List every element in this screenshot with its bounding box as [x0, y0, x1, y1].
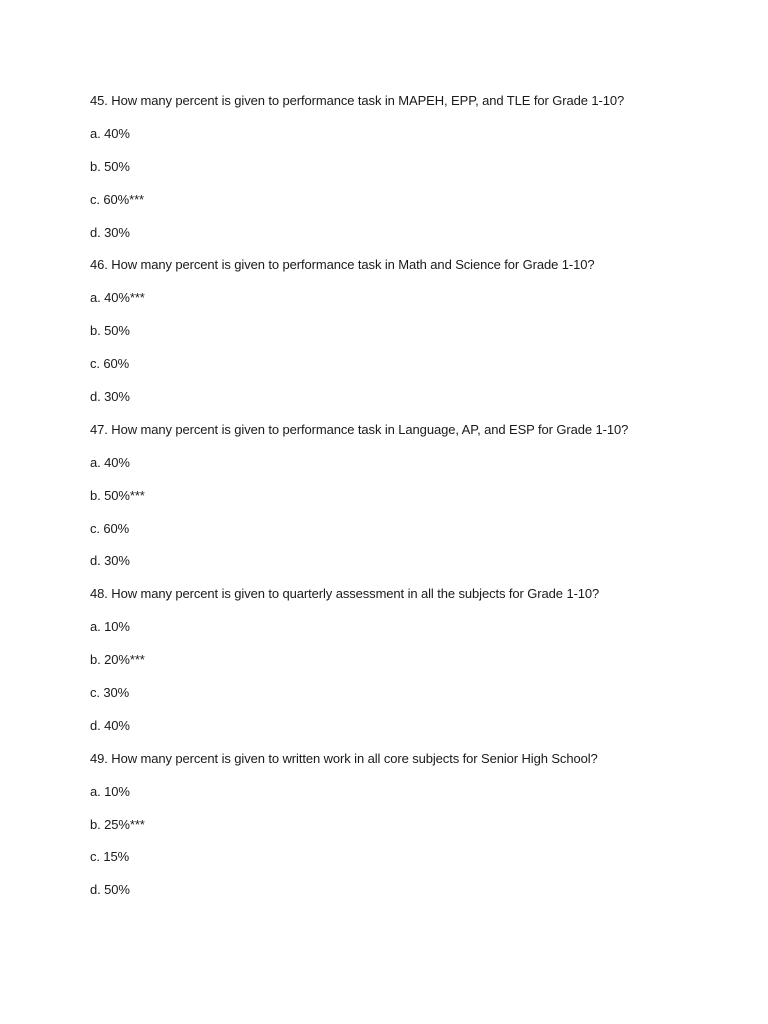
answer-option: c. 60%***	[90, 191, 145, 207]
answer-option: d. 50%	[90, 882, 130, 898]
answer-option: d. 30%	[90, 553, 130, 569]
answer-option: c. 60%	[90, 520, 130, 536]
question-block	[90, 585, 710, 735]
question-text: 46. How many percent is given to performance task in Math and Science for Grade 1-10?	[90, 257, 595, 273]
answer-option: c. 60%	[90, 356, 130, 372]
question-block	[90, 421, 710, 571]
answer-option: a. 40%***	[90, 290, 145, 306]
question-text: 47. How many percent is given to performance task in Language, AP, and ESP for Grade 1-10?	[90, 421, 629, 437]
answer-option: d. 30%	[90, 389, 130, 405]
answer-option: a. 10%	[90, 783, 130, 799]
question-block	[90, 750, 710, 900]
question-block	[90, 256, 710, 406]
question-text: 49. How many percent is given to written work in all core subjects for Senior High School?	[90, 750, 598, 766]
answer-option: b. 50%***	[90, 487, 145, 503]
answer-option: a. 40%	[90, 454, 130, 470]
answer-option: a. 40%	[90, 125, 130, 141]
document-page	[90, 92, 710, 914]
question-text: 45. How many percent is given to performance task in MAPEH, EPP, and TLE for Grade 1-10?	[90, 93, 625, 108]
question-text: 48. How many percent is given to quarterly assessment in all the subjects for Grade 1-10?	[90, 586, 600, 602]
answer-option: c. 30%	[90, 685, 130, 701]
answer-option: b. 50%	[90, 323, 130, 339]
answer-option: d. 30%	[90, 224, 130, 240]
answer-option: c. 15%	[90, 849, 130, 865]
answer-option: b. 25%***	[90, 816, 145, 832]
answer-option: b. 50%	[90, 158, 130, 174]
answer-option: d. 40%	[90, 717, 130, 733]
answer-option: a. 10%	[90, 619, 130, 635]
answer-option: b. 20%***	[90, 652, 145, 668]
question-block	[90, 92, 710, 242]
